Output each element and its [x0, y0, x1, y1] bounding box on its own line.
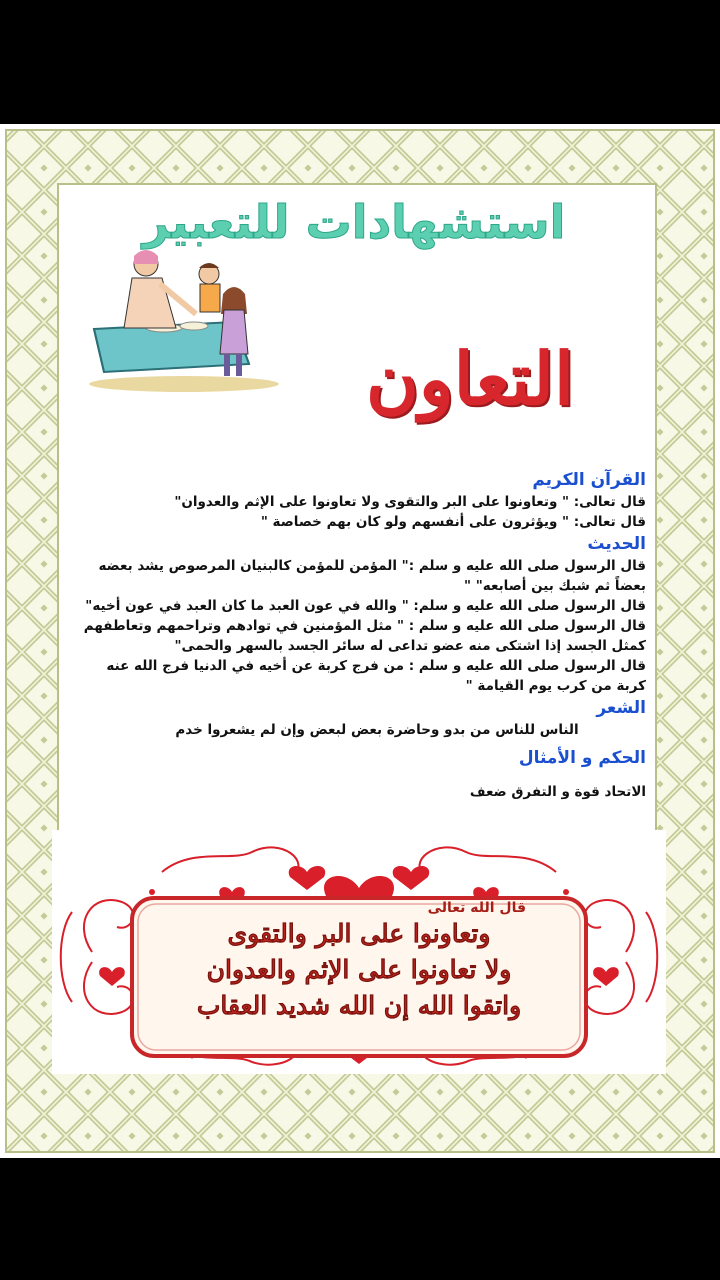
poetry-heading: الشعر	[596, 698, 646, 718]
hadith-line: قال الرسول صلى الله عليه و سلم :" المؤمن للمؤمن كالبنيان المرصوص يشد بعضه	[98, 558, 646, 574]
poetry-line: الناس للناس من بدو وحاضرة بعض لبعض وإن لم يشعروا خدم	[175, 722, 579, 738]
family-table-illustration	[84, 244, 284, 394]
hadith-line: بعضاً ثم شبك بين أصابعه" "	[464, 578, 646, 594]
quran-line: قال تعالى: " ويؤثرون على أنفسهم ولو كان بهم خصاصة "	[260, 514, 646, 530]
hadith-line: قال الرسول صلى الله عليه و سلم : من فرج كربة عن أخيه في الدنيا فرج الله عنه	[106, 658, 646, 674]
document-page	[0, 124, 720, 1158]
proverbs-heading: الحكم و الأمثال	[518, 748, 646, 768]
hadith-line: كمثل الجسد إذا اشتكى منه عضو تداعى له سائر الجسد بالسهر والحمى"	[174, 638, 646, 654]
quote-line: واتقوا الله إن الله شديد العقاب	[196, 991, 522, 1020]
quote-label: قال الله تعالى	[427, 900, 526, 916]
content-body	[68, 468, 646, 802]
hadith-line: قال الرسول صلى الله عليه و سلم: " والله في عون العبد ما كان العبد في عون أخيه"	[85, 598, 646, 614]
hadith-line: كربة من كرب يوم القيامة "	[465, 678, 646, 694]
topic-title: التعاون	[366, 336, 574, 421]
quote-box	[132, 898, 586, 1056]
quote-line: ولا تعاونوا على الإثم والعدوان	[206, 955, 512, 984]
quote-line: وتعاونوا على البر والتقوى	[227, 919, 491, 948]
banner-title: استشهادات للتعبير	[142, 195, 566, 249]
quran-heading: القرآن الكريم	[532, 470, 646, 490]
proverb-line: الاتحاد قوة و التفرق ضعف	[469, 784, 646, 800]
hadith-heading: الحديث	[587, 534, 646, 554]
quran-line: قال تعالى: " وتعاونوا على البر والتقوى ولا تعاونوا على الإثم والعدوان"	[174, 494, 646, 510]
hadith-line: قال الرسول صلى الله عليه و سلم : " مثل المؤمنين في توادهم وتراحمهم وتعاطفهم	[83, 618, 646, 634]
decorative-quote-frame	[52, 832, 666, 1072]
